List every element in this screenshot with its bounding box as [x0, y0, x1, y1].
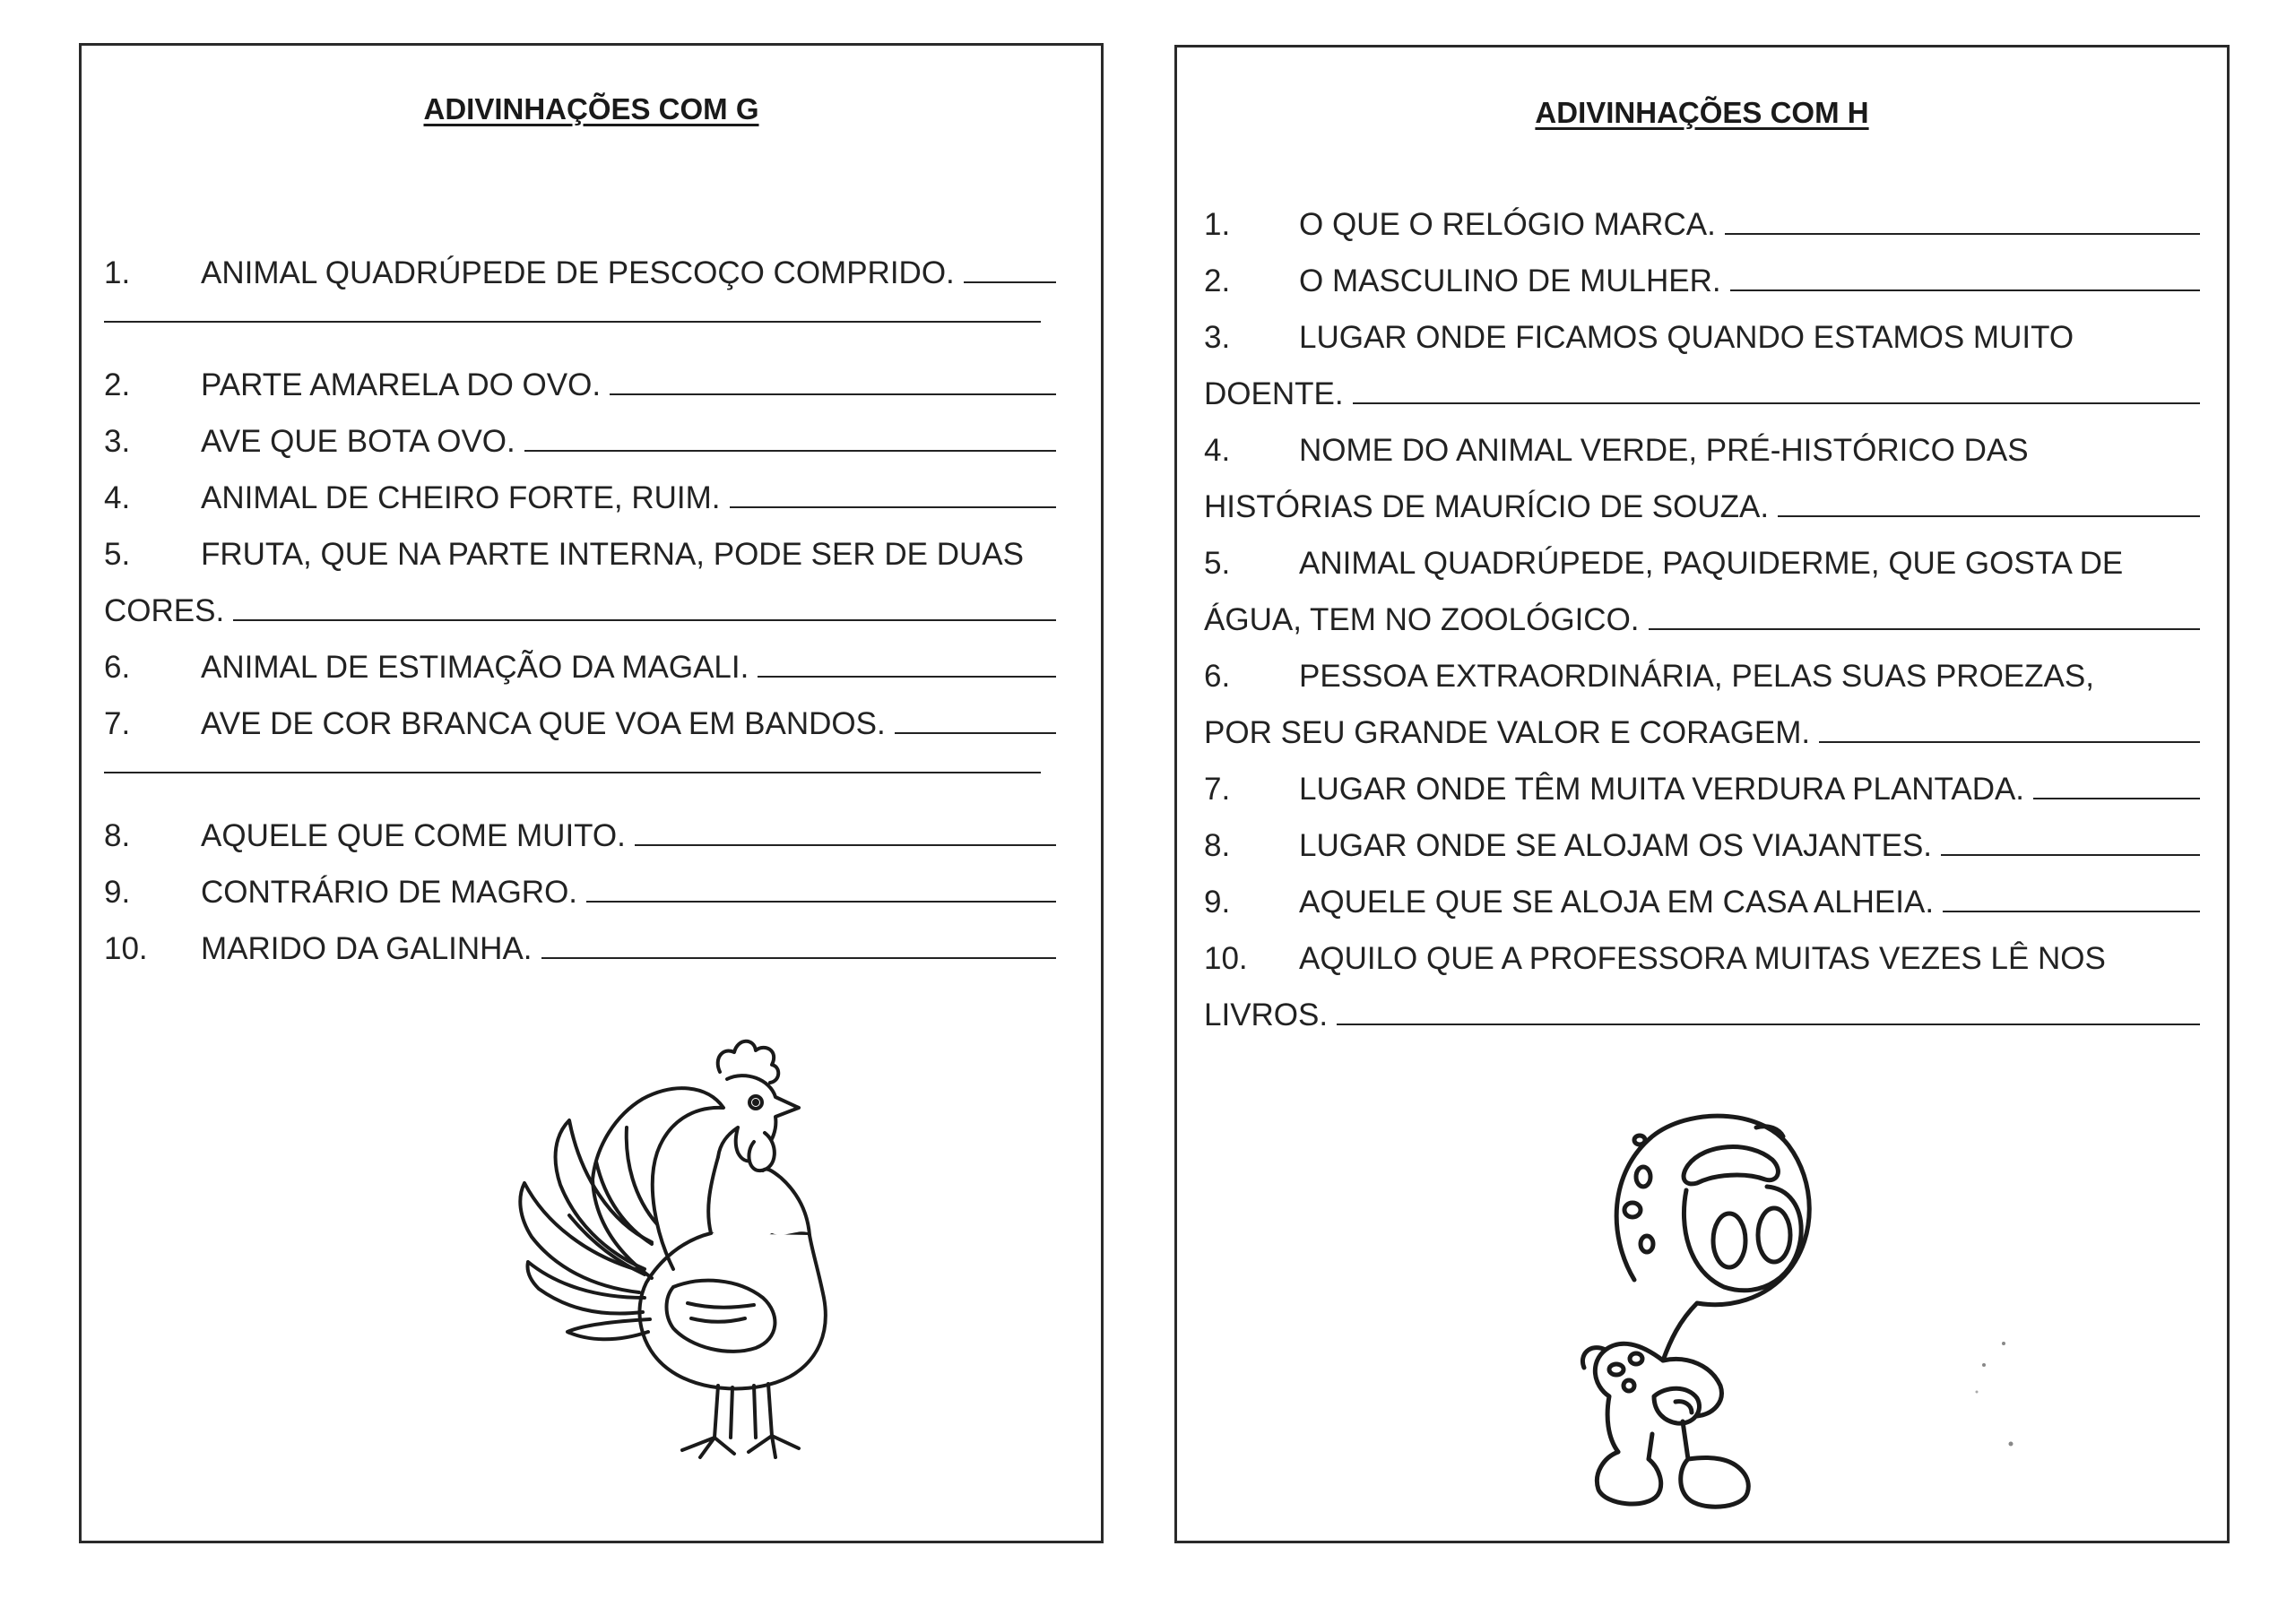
- question-text: O QUE O RELÓGIO MARCA.: [1299, 207, 1716, 242]
- question-text-continued: LIVROS.: [1204, 998, 1329, 1032]
- question-text: CONTRÁRIO DE MAGRO.: [201, 875, 578, 910]
- answer-blank[interactable]: [541, 930, 1056, 959]
- question-g-8: [82, 814, 1101, 859]
- question-h-10: [1177, 937, 2227, 981]
- question-number: 5.: [104, 537, 131, 572]
- answer-blank[interactable]: [635, 817, 1056, 846]
- answer-blank[interactable]: [964, 255, 1056, 283]
- question-text: ANIMAL QUADRÚPEDE, PAQUIDERME, QUE GOSTA DE: [1299, 546, 2124, 581]
- question-h-3: [1177, 315, 2227, 360]
- question-h-5-continued: [1177, 598, 2227, 643]
- question-h-6: [1177, 654, 2227, 699]
- question-g-6: [82, 645, 1101, 690]
- answer-blank[interactable]: [1337, 997, 2200, 1025]
- dinosaur-character-illustration: [1554, 1101, 1876, 1522]
- rooster-illustration: [404, 1009, 888, 1475]
- question-text: ANIMAL DE CHEIRO FORTE, RUIM.: [201, 480, 721, 515]
- question-number: 4.: [1204, 433, 1231, 468]
- question-number: 3.: [1204, 320, 1231, 355]
- question-number: 8.: [104, 818, 131, 853]
- question-number: 7.: [104, 706, 131, 741]
- question-h-10-continued: [1177, 993, 2227, 1038]
- question-number: 1.: [104, 255, 131, 290]
- answer-blank[interactable]: [1353, 376, 2200, 404]
- question-h-3-continued: [1177, 372, 2227, 417]
- answer-blank[interactable]: [1730, 263, 2200, 291]
- question-text: AQUELE QUE COME MUITO.: [201, 818, 626, 853]
- scan-speckles: [1966, 1338, 2074, 1481]
- answer-blank[interactable]: [758, 649, 1056, 678]
- question-h-8: [1177, 824, 2227, 868]
- question-text: PESSOA EXTRAORDINÁRIA, PELAS SUAS PROEZAS,: [1299, 659, 2094, 694]
- question-number: 3.: [104, 424, 131, 459]
- panel-title-g: ADIVINHAÇÕES COM G: [423, 92, 759, 125]
- question-text: LUGAR ONDE TÊM MUITA VERDURA PLANTADA.: [1299, 772, 2025, 807]
- question-g-2: [82, 363, 1101, 408]
- question-number: 1.: [1204, 207, 1231, 242]
- answer-blank[interactable]: [2033, 771, 2200, 799]
- question-text: AVE QUE BOTA OVO.: [201, 424, 515, 459]
- question-h-1: [1177, 203, 2227, 247]
- question-g-10: [82, 927, 1101, 972]
- question-g-1: [82, 251, 1101, 296]
- question-text: AQUILO QUE A PROFESSORA MUITAS VEZES LÊ NOS: [1299, 941, 2106, 976]
- answer-blank[interactable]: [895, 705, 1056, 734]
- question-text: AQUELE QUE SE ALOJA EM CASA ALHEIA.: [1299, 885, 1935, 920]
- question-g-7: [82, 702, 1101, 747]
- question-number: 4.: [104, 480, 131, 515]
- worksheet-panel-g: [79, 43, 1104, 1543]
- question-text-continued: HISTÓRIAS DE MAURÍCIO DE SOUZA.: [1204, 489, 1770, 524]
- question-text-continued: POR SEU GRANDE VALOR E CORAGEM.: [1204, 715, 1811, 750]
- question-text: O MASCULINO DE MULHER.: [1299, 263, 1721, 298]
- question-g-5-continued: [82, 589, 1101, 634]
- question-number: 8.: [1204, 828, 1231, 863]
- answer-blank-continued[interactable]: [104, 321, 1041, 323]
- question-number: 9.: [1204, 885, 1231, 920]
- question-number: 10.: [104, 931, 148, 966]
- answer-blank[interactable]: [233, 592, 1056, 621]
- answer-blank[interactable]: [730, 479, 1057, 508]
- answer-blank[interactable]: [1649, 601, 2200, 630]
- question-text: FRUTA, QUE NA PARTE INTERNA, PODE SER DE DUAS: [201, 537, 1024, 572]
- question-h-4-continued: [1177, 485, 2227, 530]
- answer-blank[interactable]: [1778, 488, 2200, 517]
- question-h-2: [1177, 259, 2227, 304]
- question-g-4: [82, 476, 1101, 521]
- question-text-continued: ÁGUA, TEM NO ZOOLÓGICO.: [1204, 602, 1640, 637]
- question-number: 9.: [104, 875, 131, 910]
- question-text: LUGAR ONDE SE ALOJAM OS VIAJANTES.: [1299, 828, 1933, 863]
- question-number: 6.: [1204, 659, 1231, 694]
- answer-blank[interactable]: [1943, 884, 2200, 912]
- answer-blank[interactable]: [524, 423, 1056, 452]
- answer-blank[interactable]: [610, 367, 1056, 395]
- question-text-continued: CORES.: [104, 593, 225, 628]
- answer-blank[interactable]: [1725, 206, 2200, 235]
- question-text: LUGAR ONDE FICAMOS QUANDO ESTAMOS MUITO: [1299, 320, 2074, 355]
- question-g-5: [82, 532, 1101, 577]
- question-g-3: [82, 419, 1101, 464]
- question-text: ANIMAL QUADRÚPEDE DE PESCOÇO COMPRIDO.: [201, 255, 955, 290]
- question-text: PARTE AMARELA DO OVO.: [201, 367, 602, 402]
- question-number: 10.: [1204, 941, 1248, 976]
- question-text: ANIMAL DE ESTIMAÇÃO DA MAGALI.: [201, 650, 749, 685]
- question-text: MARIDO DA GALINHA.: [201, 931, 533, 966]
- question-number: 5.: [1204, 546, 1231, 581]
- answer-blank[interactable]: [586, 874, 1056, 903]
- worksheet-panel-h: [1174, 45, 2230, 1543]
- question-text-continued: DOENTE.: [1204, 376, 1344, 411]
- question-number: 7.: [1204, 772, 1231, 807]
- question-number: 2.: [1204, 263, 1231, 298]
- question-number: 2.: [104, 367, 131, 402]
- answer-blank-continued[interactable]: [104, 772, 1041, 773]
- question-g-9: [82, 870, 1101, 915]
- question-number: 6.: [104, 650, 131, 685]
- question-h-6-continued: [1177, 711, 2227, 756]
- question-text: AVE DE COR BRANCA QUE VOA EM BANDOS.: [201, 706, 886, 741]
- answer-blank[interactable]: [1941, 827, 2200, 856]
- question-h-5: [1177, 541, 2227, 586]
- question-h-4: [1177, 428, 2227, 473]
- panel-title-h: ADIVINHAÇÕES COM H: [1535, 96, 1869, 129]
- answer-blank[interactable]: [1819, 714, 2200, 743]
- question-h-7: [1177, 767, 2227, 812]
- question-text: NOME DO ANIMAL VERDE, PRÉ-HISTÓRICO DAS: [1299, 433, 2029, 468]
- question-h-9: [1177, 880, 2227, 925]
